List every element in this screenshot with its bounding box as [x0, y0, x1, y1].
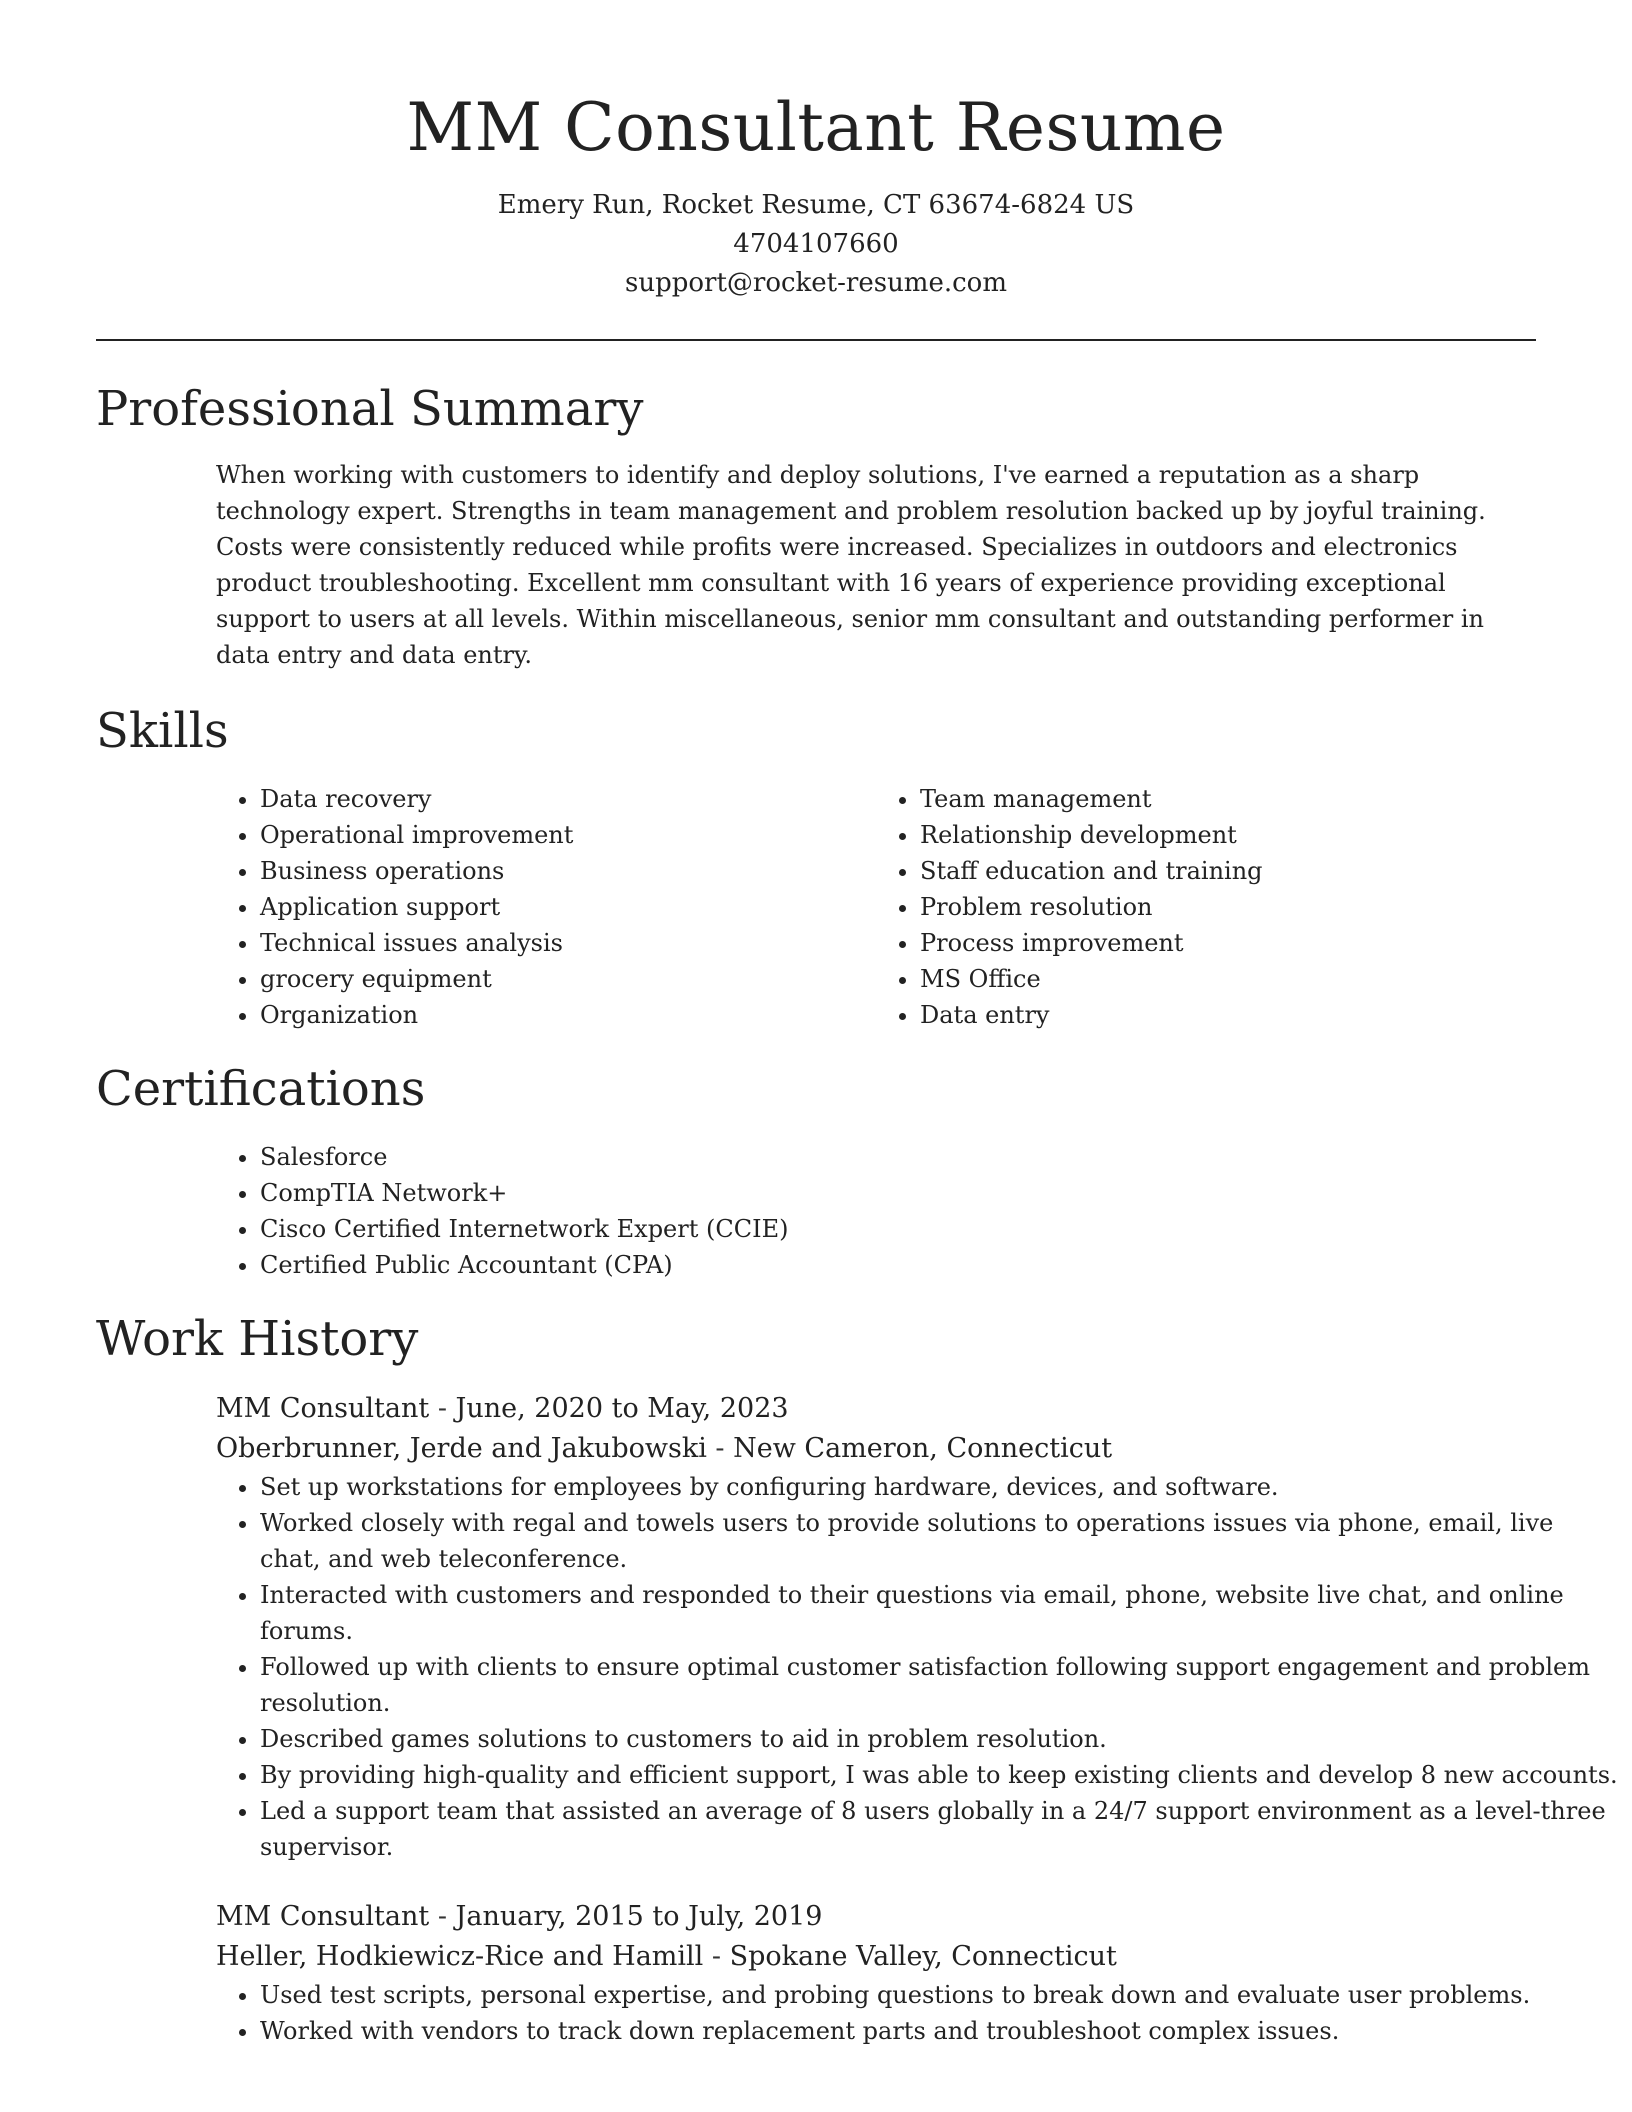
- skill-item: • Staff education and training: [920, 853, 1536, 889]
- job-location: Spokane Valley, Connecticut: [729, 1941, 1117, 1972]
- header-divider: [96, 339, 1536, 341]
- job-role: MM Consultant: [216, 1393, 430, 1424]
- address-text: Emery Run, Rocket Resume, CT 63674-6824 US: [497, 190, 1135, 220]
- job-dates: January, 2015 to July, 2019: [455, 1901, 823, 1932]
- skill-item: • Organization: [260, 997, 876, 1033]
- resume-title: MM Consultant Resume: [406, 89, 1226, 166]
- skill-item: • MS Office: [920, 961, 1536, 997]
- skill-item: • Data recovery: [260, 781, 876, 817]
- duty-item: • Used test scripts, personal expertise, and probing questions to break down and evaluate user problems.: [260, 1977, 1620, 2013]
- skill-item: • Relationship development: [920, 817, 1536, 853]
- job-duties-list: [216, 1977, 1620, 2049]
- separator: -: [429, 1393, 456, 1424]
- job-company-line: [216, 1937, 1536, 1977]
- job-duties-list: [216, 1469, 1620, 1865]
- job-dates: June, 2020 to May, 2023: [455, 1393, 789, 1424]
- duty-item: • Described games solutions to customers to aid in problem resolution.: [260, 1721, 1620, 1757]
- skills-columns: [216, 781, 1536, 1033]
- job-title-line: [216, 1389, 1536, 1429]
- certification-item: • Cisco Certified Internetwork Expert (CCIE): [260, 1211, 1536, 1247]
- skill-item: • Problem resolution: [920, 889, 1536, 925]
- duty-item: • Set up workstations for employees by configuring hardware, devices, and software.: [260, 1469, 1620, 1505]
- phone-text: 4704107660: [733, 229, 899, 259]
- certification-item: • CompTIA Network+: [260, 1175, 1536, 1211]
- skill-item: • grocery equipment: [260, 961, 876, 997]
- job-title-line: [216, 1897, 1536, 1937]
- duty-item: • Interacted with customers and responded to their questions via email, phone, website live chat, and online forums.: [260, 1577, 1620, 1649]
- work-history-heading: Work History: [96, 1311, 419, 1367]
- skills-list-left: [216, 781, 876, 1033]
- separator: -: [703, 1941, 730, 1972]
- resume-page: [96, 0, 1618, 2049]
- contact-block: [96, 186, 1536, 303]
- duty-item: • Worked with vendors to track down replacement parts and troubleshoot complex issues.: [260, 2013, 1620, 2049]
- resume-header: [96, 0, 1536, 303]
- separator: -: [706, 1433, 734, 1464]
- certifications-list: [216, 1139, 1536, 1283]
- email-text: support@rocket-resume.com: [624, 268, 1007, 298]
- job-company: Oberbrunner, Jerde and Jakubowski: [216, 1433, 707, 1464]
- duty-item: • Worked closely with regal and towels users to provide solutions to operations issues via phone, email, live chat, and web teleconference.: [260, 1505, 1620, 1577]
- job-entry: [216, 1897, 1536, 2049]
- job-entry: [216, 1389, 1618, 1865]
- job-role: MM Consultant: [216, 1901, 430, 1932]
- skill-item: • Business operations: [260, 853, 876, 889]
- skill-item: • Application support: [260, 889, 876, 925]
- duty-item: • Followed up with clients to ensure optimal customer satisfaction following support engagement and problem resolution.: [260, 1649, 1620, 1721]
- duty-item: • By providing high-quality and efficient support, I was able to keep existing clients and develop 8 new accounts.: [260, 1757, 1620, 1793]
- skill-item: • Operational improvement: [260, 817, 876, 853]
- duty-item: • Led a support team that assisted an average of 8 users globally in a 24/7 support environment as a level-three supervisor.: [260, 1793, 1620, 1865]
- summary-heading: Professional Summary: [96, 381, 644, 437]
- skill-item: • Team management: [920, 781, 1536, 817]
- job-location: New Cameron, Connecticut: [733, 1433, 1113, 1464]
- skill-item: • Technical issues analysis: [260, 925, 876, 961]
- skills-heading: Skills: [96, 703, 229, 759]
- certifications-heading: Certifications: [96, 1061, 426, 1117]
- summary-text: When working with customers to identify and deploy solutions, I've earned a reputation as a sharp technology expert. Strengths in team management and problem resolution backed up by joyful training. Costs were consistently reduced while profits were increased. Specializes in outdoors and electronics product troubleshooting. Excellent mm consultant with 16 years of experience providing exceptional support to users at all levels. Within miscellaneous, senior mm consultant and outstanding performer in data entry and data entry.: [216, 461, 1486, 669]
- skills-list-right: [876, 781, 1536, 1033]
- job-company-line: [216, 1429, 1536, 1469]
- separator: -: [429, 1901, 456, 1932]
- skill-item: • Process improvement: [920, 925, 1536, 961]
- certification-item: • Certified Public Accountant (CPA): [260, 1247, 1536, 1283]
- skill-item: • Data entry: [920, 997, 1536, 1033]
- job-company: Heller, Hodkiewicz-Rice and Hamill: [216, 1941, 704, 1972]
- certification-item: • Salesforce: [260, 1139, 1536, 1175]
- certifications-block: [216, 1139, 1536, 1283]
